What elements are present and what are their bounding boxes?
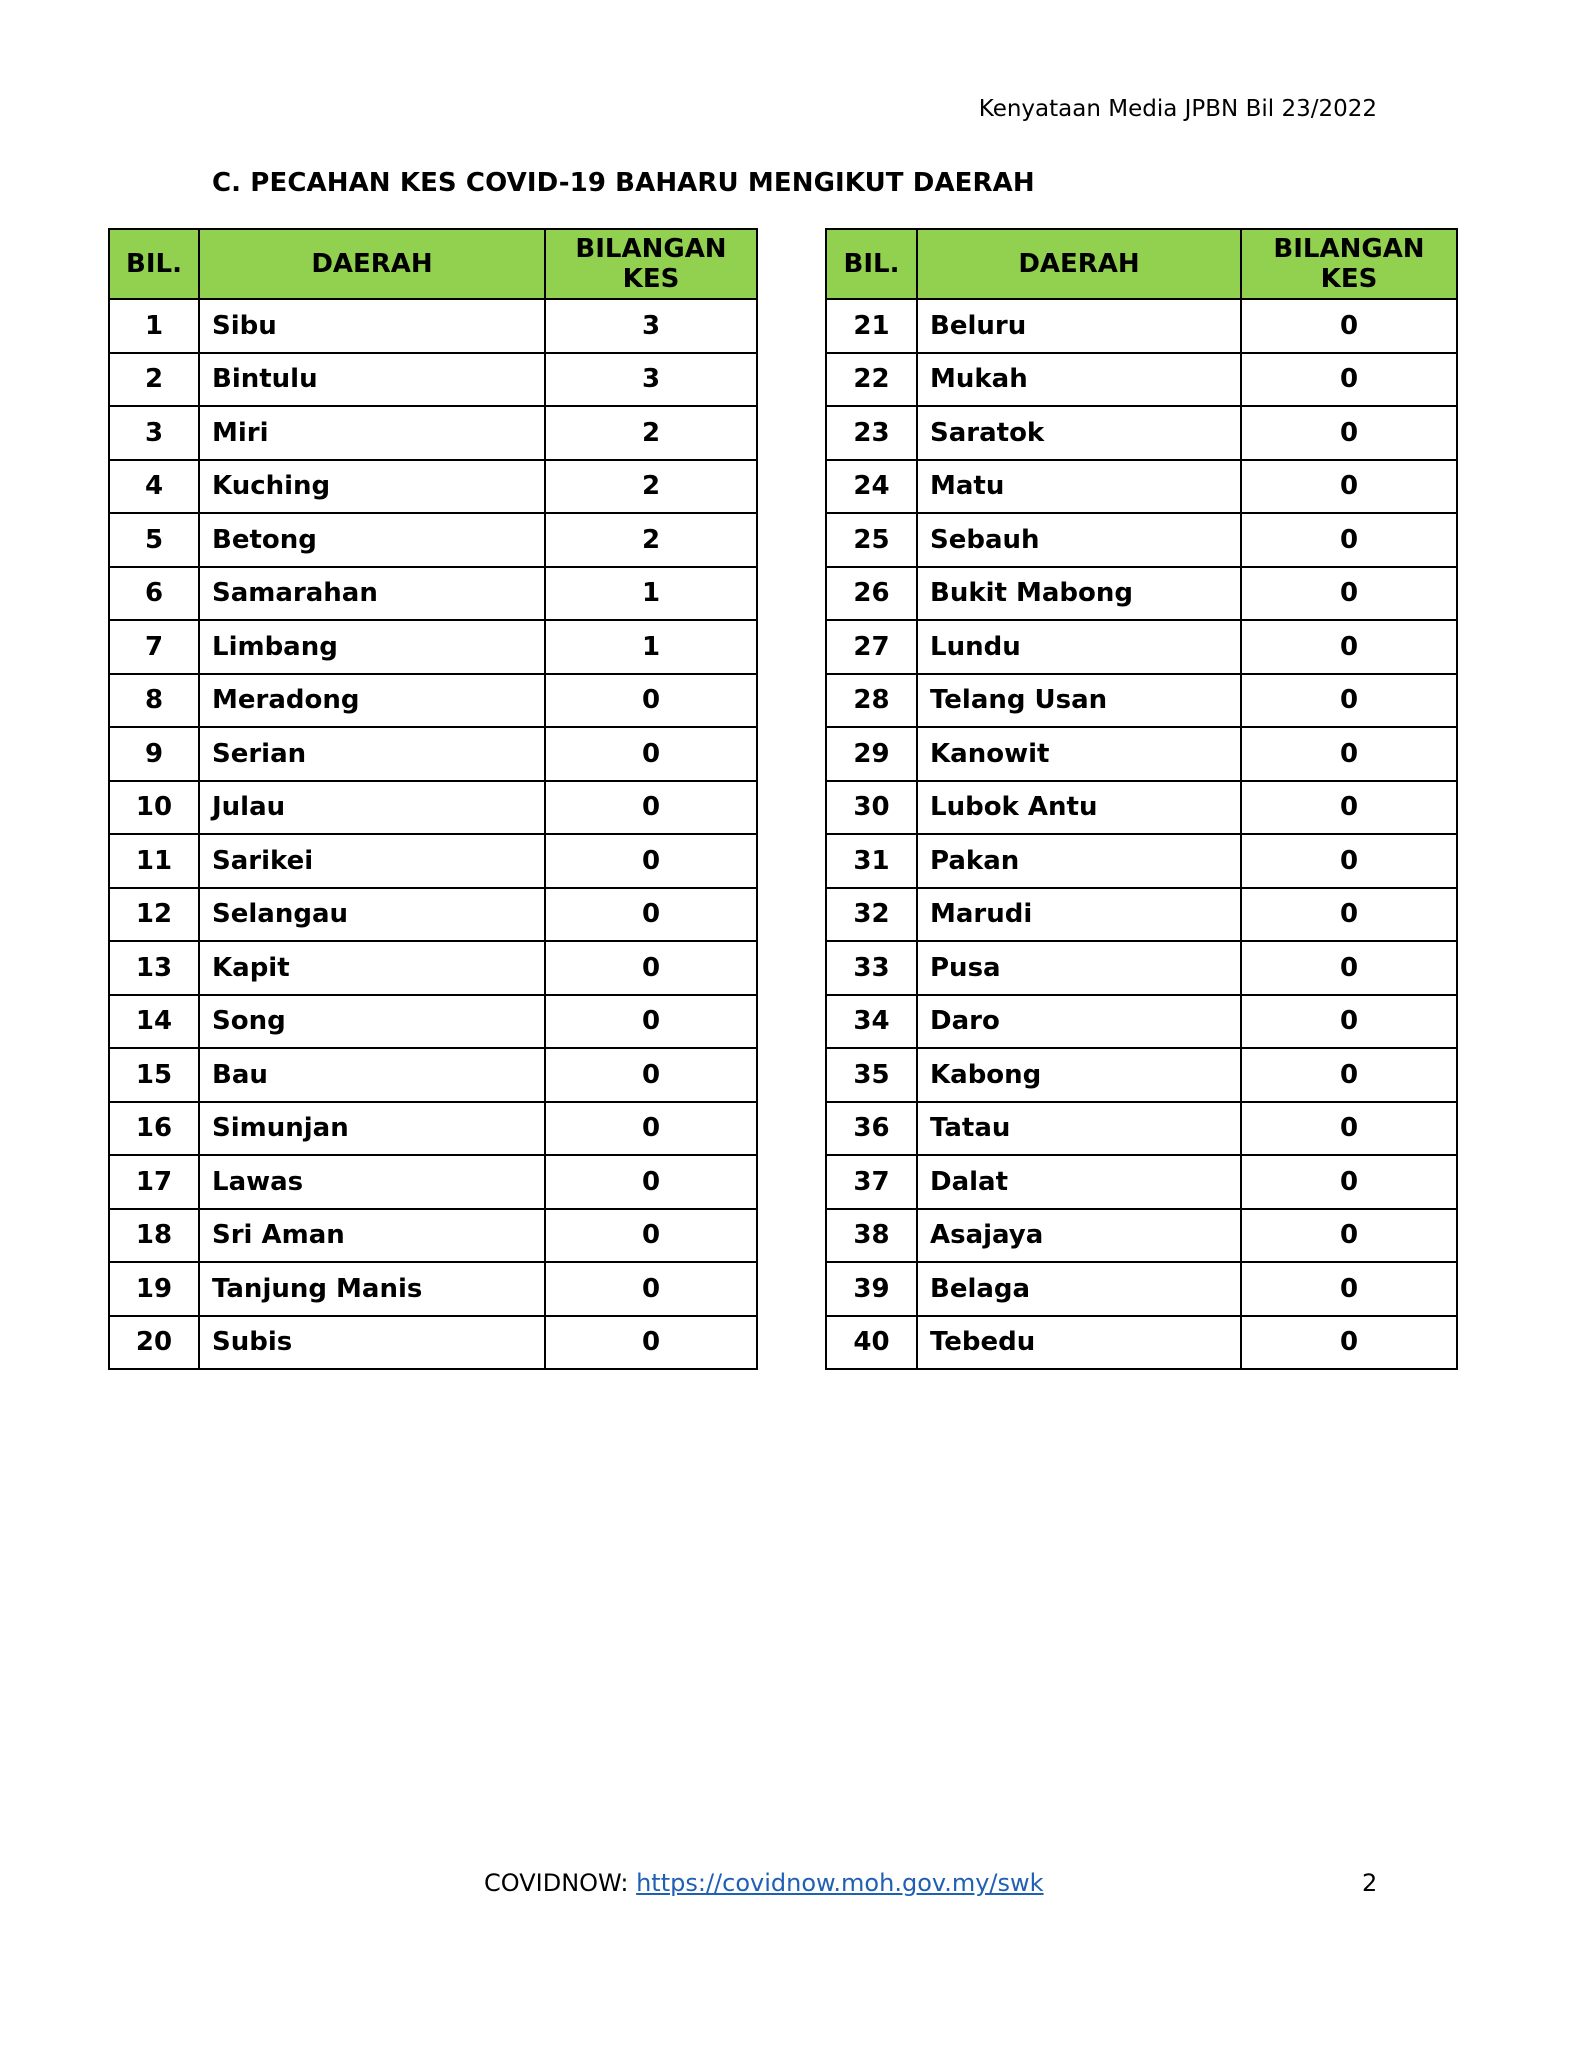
district-name: Pakan xyxy=(917,834,1241,888)
table-row xyxy=(826,781,1457,835)
case-count: 0 xyxy=(1241,1209,1457,1263)
district-name: Subis xyxy=(199,1316,545,1370)
table-row xyxy=(826,674,1457,728)
row-number: 9 xyxy=(109,727,199,781)
case-count: 0 xyxy=(545,941,757,995)
table-row xyxy=(109,727,757,781)
district-name: Song xyxy=(199,995,545,1049)
table-row xyxy=(826,1209,1457,1263)
district-name: Bintulu xyxy=(199,353,545,407)
case-count: 0 xyxy=(1241,620,1457,674)
case-count: 0 xyxy=(545,674,757,728)
district-name: Tatau xyxy=(917,1102,1241,1156)
table-row xyxy=(109,406,757,460)
district-name: Sibu xyxy=(199,299,545,353)
table-row xyxy=(109,834,757,888)
district-name: Kapit xyxy=(199,941,545,995)
case-count: 3 xyxy=(545,353,757,407)
case-count: 0 xyxy=(545,1102,757,1156)
district-name: Bukit Mabong xyxy=(917,567,1241,621)
district-name: Tanjung Manis xyxy=(199,1262,545,1316)
table-row xyxy=(826,1262,1457,1316)
header-daerah: DAERAH xyxy=(917,229,1241,299)
district-name: Betong xyxy=(199,513,545,567)
case-count: 2 xyxy=(545,406,757,460)
case-count: 0 xyxy=(1241,513,1457,567)
district-name: Sarikei xyxy=(199,834,545,888)
district-name: Miri xyxy=(199,406,545,460)
row-number: 3 xyxy=(109,406,199,460)
case-count: 0 xyxy=(1241,1262,1457,1316)
row-number: 23 xyxy=(826,406,917,460)
case-count: 0 xyxy=(1241,995,1457,1049)
row-number: 22 xyxy=(826,353,917,407)
row-number: 28 xyxy=(826,674,917,728)
header-bilangan-line2: KES xyxy=(1320,264,1378,294)
district-name: Lawas xyxy=(199,1155,545,1209)
row-number: 29 xyxy=(826,727,917,781)
case-count: 0 xyxy=(1241,834,1457,888)
row-number: 34 xyxy=(826,995,917,1049)
case-count: 0 xyxy=(1241,353,1457,407)
row-number: 10 xyxy=(109,781,199,835)
table-row xyxy=(109,674,757,728)
header-daerah: DAERAH xyxy=(199,229,545,299)
case-count: 0 xyxy=(1241,727,1457,781)
table-row xyxy=(109,888,757,942)
table-row xyxy=(826,353,1457,407)
case-count: 0 xyxy=(1241,567,1457,621)
district-name: Belaga xyxy=(917,1262,1241,1316)
table-row xyxy=(109,1262,757,1316)
footer-label: COVIDNOW: xyxy=(484,1869,637,1897)
case-count: 2 xyxy=(545,460,757,514)
case-count: 0 xyxy=(1241,1155,1457,1209)
document-reference: Kenyataan Media JPBN Bil 23/2022 xyxy=(978,96,1377,122)
district-name: Tebedu xyxy=(917,1316,1241,1370)
case-count: 2 xyxy=(545,513,757,567)
case-count: 0 xyxy=(1241,1316,1457,1370)
district-name: Saratok xyxy=(917,406,1241,460)
row-number: 6 xyxy=(109,567,199,621)
table-row xyxy=(109,620,757,674)
row-number: 4 xyxy=(109,460,199,514)
table-row xyxy=(826,1316,1457,1370)
district-name: Bau xyxy=(199,1048,545,1102)
table-row xyxy=(109,1048,757,1102)
table-row xyxy=(826,620,1457,674)
case-count: 0 xyxy=(545,1316,757,1370)
row-number: 18 xyxy=(109,1209,199,1263)
district-table-left xyxy=(108,228,758,1370)
header-bilangan-line1: BILANGAN xyxy=(1273,234,1425,264)
row-number: 12 xyxy=(109,888,199,942)
district-name: Daro xyxy=(917,995,1241,1049)
row-number: 21 xyxy=(826,299,917,353)
district-name: Julau xyxy=(199,781,545,835)
row-number: 11 xyxy=(109,834,199,888)
district-name: Kanowit xyxy=(917,727,1241,781)
row-number: 35 xyxy=(826,1048,917,1102)
district-name: Meradong xyxy=(199,674,545,728)
case-count: 1 xyxy=(545,620,757,674)
row-number: 20 xyxy=(109,1316,199,1370)
table-row xyxy=(826,727,1457,781)
district-name: Limbang xyxy=(199,620,545,674)
table-row xyxy=(826,1155,1457,1209)
row-number: 31 xyxy=(826,834,917,888)
table-row xyxy=(109,353,757,407)
header-bilangan-kes xyxy=(545,229,757,299)
case-count: 0 xyxy=(545,888,757,942)
row-number: 15 xyxy=(109,1048,199,1102)
table-row xyxy=(826,567,1457,621)
page-number: 2 xyxy=(1362,1869,1378,1897)
covidnow-link[interactable]: https://covidnow.moh.gov.my/swk xyxy=(636,1869,1044,1897)
table-header-row xyxy=(826,229,1457,299)
district-name: Kabong xyxy=(917,1048,1241,1102)
table-row xyxy=(826,1102,1457,1156)
table-row xyxy=(109,299,757,353)
table-row xyxy=(109,995,757,1049)
district-name: Marudi xyxy=(917,888,1241,942)
row-number: 26 xyxy=(826,567,917,621)
table-header-row xyxy=(109,229,757,299)
case-count: 0 xyxy=(1241,888,1457,942)
row-number: 7 xyxy=(109,620,199,674)
row-number: 17 xyxy=(109,1155,199,1209)
case-count: 0 xyxy=(545,1155,757,1209)
district-name: Kuching xyxy=(199,460,545,514)
district-table-right xyxy=(825,228,1458,1370)
header-bilangan-kes xyxy=(1241,229,1457,299)
case-count: 0 xyxy=(545,781,757,835)
table-row xyxy=(109,1155,757,1209)
case-count: 0 xyxy=(1241,1102,1457,1156)
district-name: Telang Usan xyxy=(917,674,1241,728)
district-name: Sebauh xyxy=(917,513,1241,567)
case-count: 0 xyxy=(1241,1048,1457,1102)
case-count: 3 xyxy=(545,299,757,353)
case-count: 0 xyxy=(545,834,757,888)
row-number: 8 xyxy=(109,674,199,728)
case-count: 0 xyxy=(545,727,757,781)
footer xyxy=(484,1869,1044,1897)
row-number: 37 xyxy=(826,1155,917,1209)
section-title: C. PECAHAN KES COVID-19 BAHARU MENGIKUT DAERAH xyxy=(212,168,1035,198)
row-number: 39 xyxy=(826,1262,917,1316)
table-row xyxy=(109,567,757,621)
table-row xyxy=(826,995,1457,1049)
row-number: 38 xyxy=(826,1209,917,1263)
case-count: 0 xyxy=(1241,674,1457,728)
case-count: 1 xyxy=(545,567,757,621)
row-number: 40 xyxy=(826,1316,917,1370)
row-number: 16 xyxy=(109,1102,199,1156)
row-number: 14 xyxy=(109,995,199,1049)
district-name: Beluru xyxy=(917,299,1241,353)
case-count: 0 xyxy=(545,1262,757,1316)
table-row xyxy=(826,834,1457,888)
table-row xyxy=(109,460,757,514)
table-row xyxy=(826,941,1457,995)
case-count: 0 xyxy=(1241,299,1457,353)
header-bil: BIL. xyxy=(826,229,917,299)
district-name: Samarahan xyxy=(199,567,545,621)
row-number: 32 xyxy=(826,888,917,942)
table-row xyxy=(109,513,757,567)
table-row xyxy=(826,1048,1457,1102)
district-name: Mukah xyxy=(917,353,1241,407)
row-number: 30 xyxy=(826,781,917,835)
table-row xyxy=(109,1209,757,1263)
district-name: Asajaya xyxy=(917,1209,1241,1263)
row-number: 33 xyxy=(826,941,917,995)
header-bilangan-line1: BILANGAN xyxy=(575,234,727,264)
case-count: 0 xyxy=(545,1209,757,1263)
case-count: 0 xyxy=(1241,781,1457,835)
row-number: 25 xyxy=(826,513,917,567)
district-name: Lundu xyxy=(917,620,1241,674)
table-row xyxy=(109,781,757,835)
header-bil: BIL. xyxy=(109,229,199,299)
table-row xyxy=(826,406,1457,460)
district-name: Matu xyxy=(917,460,1241,514)
row-number: 36 xyxy=(826,1102,917,1156)
case-count: 0 xyxy=(1241,460,1457,514)
table-row xyxy=(826,299,1457,353)
district-name: Sri Aman xyxy=(199,1209,545,1263)
header-bilangan-line2: KES xyxy=(622,264,680,294)
district-name: Serian xyxy=(199,727,545,781)
table-row xyxy=(109,1102,757,1156)
table-row xyxy=(826,460,1457,514)
district-name: Selangau xyxy=(199,888,545,942)
case-count: 0 xyxy=(1241,406,1457,460)
row-number: 13 xyxy=(109,941,199,995)
row-number: 19 xyxy=(109,1262,199,1316)
table-row xyxy=(826,513,1457,567)
row-number: 2 xyxy=(109,353,199,407)
table-row xyxy=(109,941,757,995)
district-name: Simunjan xyxy=(199,1102,545,1156)
case-count: 0 xyxy=(1241,941,1457,995)
row-number: 24 xyxy=(826,460,917,514)
district-name: Dalat xyxy=(917,1155,1241,1209)
row-number: 27 xyxy=(826,620,917,674)
row-number: 5 xyxy=(109,513,199,567)
case-count: 0 xyxy=(545,995,757,1049)
table-row xyxy=(826,888,1457,942)
case-count: 0 xyxy=(545,1048,757,1102)
table-row xyxy=(109,1316,757,1370)
district-name: Pusa xyxy=(917,941,1241,995)
row-number: 1 xyxy=(109,299,199,353)
district-name: Lubok Antu xyxy=(917,781,1241,835)
